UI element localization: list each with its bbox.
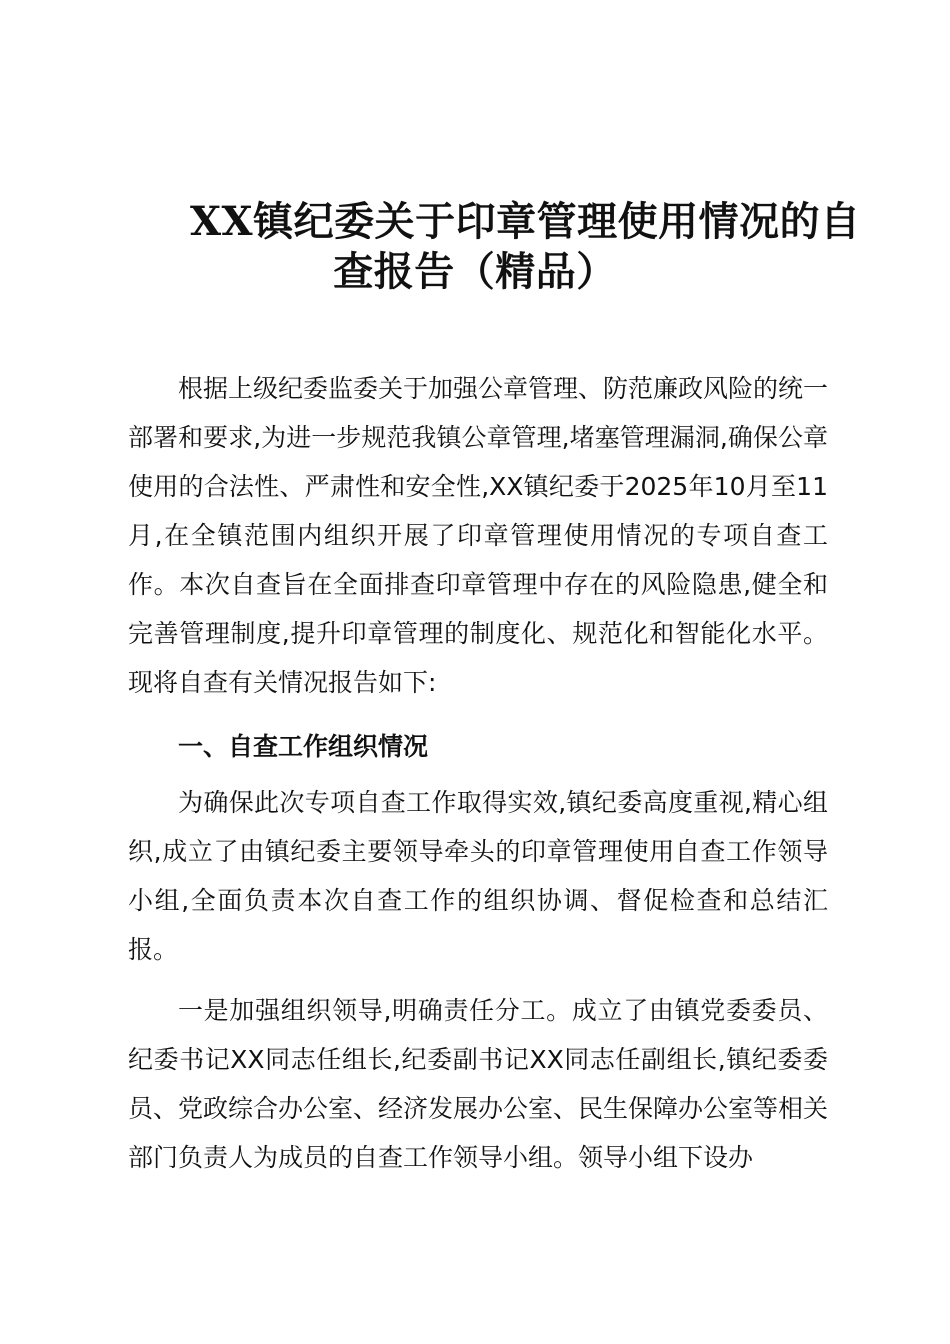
section-1-paragraph-1: 为确保此次专项自查工作取得实效,镇纪委高度重视,精心组织,成立了由镇纪委主要领导牵头的印章管理使用自查工作领导小组,全面负责本次自查工作的组织协调、督促检查和总结汇报。: [128, 788, 828, 964]
section-1-paragraph-2: 一是加强组织领导,明确责任分工。成立了由镇党委委员、纪委书记XX同志任组长,纪委副书记XX同志任副组长,镇纪委委员、党政综合办公室、经济发展办公室、民生保障办公室等相关部门负责人为成员的自查工作领导小组。领导小组下设办: [128, 996, 829, 1172]
intro-paragraph: 根据上级纪委监委关于加强公章管理、防范廉政风险的统一部署和要求,为进一步规范我镇公章管理,堵塞管理漏洞,确保公章使用的合法性、严肃性和安全性,XX镇纪委于2025年10月至11月,在全镇范围内组织开展了印章管理使用情况的专项自查工作。本次自查旨在全面排查印章管理中存在的风险隐患,健全和完善管理制度,提升印章管理的制度化、规范化和智能化水平。现将自查有关情况报告如下:: [128, 374, 829, 697]
document-title-line-2: 查报告（精品）: [333, 248, 617, 295]
section-heading-1: 一、自查工作组织情况: [178, 732, 429, 761]
document-title-line-1: XX镇纪委关于印章管理使用情况的自: [190, 198, 861, 245]
